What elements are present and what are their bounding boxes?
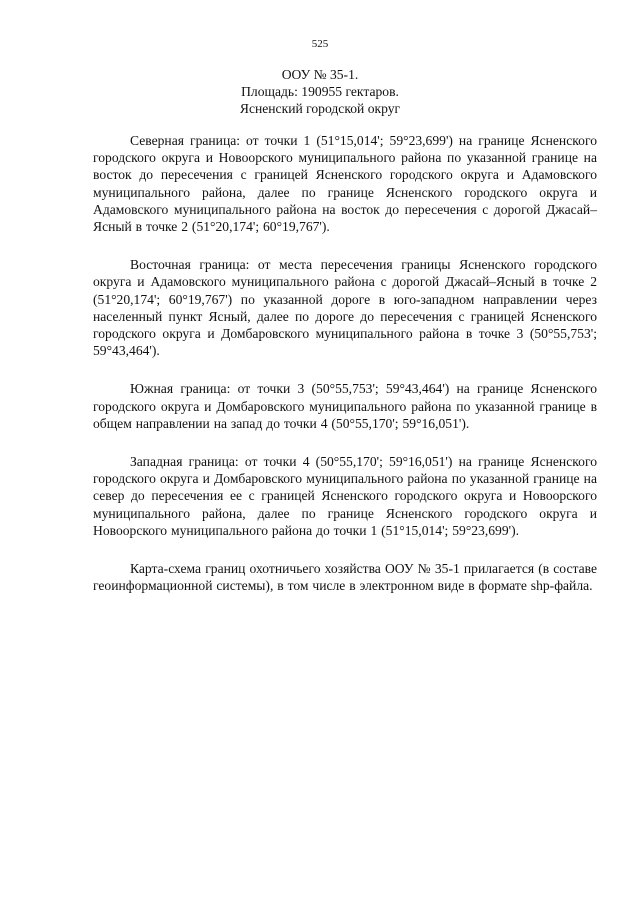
document-header (0, 66, 640, 117)
paragraph-map-note: Карта-схема границ охотничьего хозяйства ООУ № 35-1 прилагается (в составе геоинформационной системы), в том числе в электронном виде в формате shp-файла. (93, 561, 597, 594)
paragraph-east-boundary: Восточная граница: от места пересечения границы Ясненского городского округа и Адамовского муниципального района с дорогой Джасай–Ясный в точке 2 (51°20,174'; 60°19,767') по указанной дороге в юго-западном направлении через населенный пункт Ясный, далее по дороге до пересечения с границей Ясненского городского округа и Домбаровского муниципального района в точке 3 (50°55,753'; 59°43,464'). (93, 257, 597, 359)
document-body (93, 132, 597, 594)
paragraph-west-boundary: Западная граница: от точки 4 (50°55,170'; 59°16,051') на границе Ясненского городского округа и Домбаровского муниципального района по указанной границе на север до пересечения ее с границей Ясненского городского округа и Новоорского муниципального района, далее по границе Ясненского городского округа и Новоорского муниципального района до точки 1 (51°15,014'; 59°23,699'). (93, 454, 597, 538)
paragraph-north-boundary: Северная граница: от точки 1 (51°15,014'; 59°23,699') на границе Ясненского городского округа и Новоорского муниципального района по указанной границе на восток до пересечения с границей Ясненского городского округа и Адамовского муниципального района, далее по границе Ясненского городского округа и Адамовского муниципального района на восток до пересечения с дорогой Джасай–Ясный в точке 2 (51°20,174'; 60°19,767'). (93, 133, 597, 235)
header-area: Площадь: 190955 гектаров. (241, 84, 399, 99)
paragraph-south-boundary: Южная граница: от точки 3 (50°55,753'; 59°43,464') на границе Ясненского городского округа и Домбаровского муниципального района по указанной границе в общем направлении на запад до точки 4 (50°55,170'; 59°16,051'). (93, 381, 597, 431)
header-district: Ясненский городской округ (239, 101, 401, 116)
header-title: ООУ № 35-1. (281, 67, 359, 82)
page-number: 525 (311, 38, 329, 50)
